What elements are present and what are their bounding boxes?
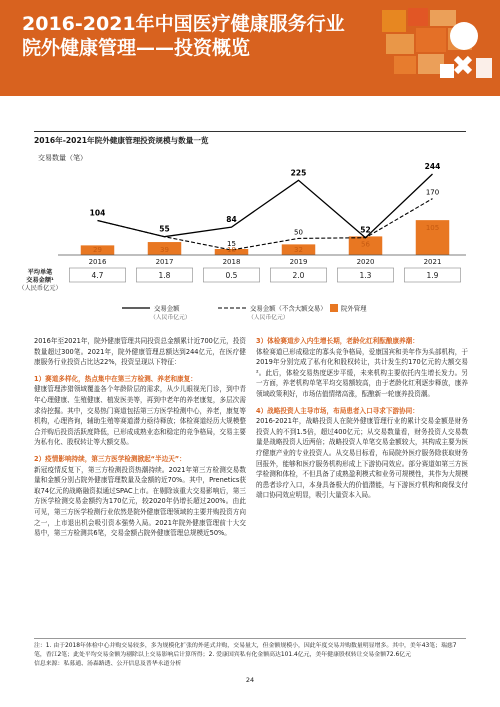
avg-value-2018: 0.5 [225,271,238,280]
x-tick-label-2017: 2017 [155,258,174,266]
x-tick-label-2020: 2020 [356,258,375,266]
left-column [34,336,246,539]
dashed-value-label-2021: 170 [425,188,440,197]
avg-value-2020: 1.3 [359,271,372,280]
line-value-label-2016: 104 [89,208,106,218]
y-axis-label: 交易数量（笔） [38,154,87,162]
footnote-text: 注：1. 由于2018年体检中心并购交易较多，多为规模化扩张的外延式并购，交易量大，但金额规模小，因此年度交易并购数量明显增多。其中，美年43笔；瑞慈7笔，香江2笔；此处平均交易金额为剔除以上交易影响后计算所得；2. 爱康国宾私有化金额高达101.4亿元，美年健康股权转让交易金额72.6亿元 [34,643,457,658]
avg-value-2017: 1.8 [158,271,171,280]
legend-bar-swatch [330,304,338,312]
legend-solid-unit: （人民币亿元） [150,315,191,321]
line-value-label-2019: 225 [290,168,307,178]
dashed-value-label-2018: 15 [227,240,236,249]
page-title-line1: 2016-2021年中国医疗健康服务行业 [22,13,345,35]
footnotes [34,638,466,668]
avg-value-2021: 1.9 [426,271,439,280]
legend-dashed-unit: （人民币亿元） [248,315,289,321]
x-tick-label-2021: 2021 [423,258,442,266]
section-3-heading: 3）体检赛道步入内生增长期，老龄化红利酝酿康养潮： [256,337,419,345]
right-column [256,336,468,501]
bar-value-label-2017: 39 [160,246,169,254]
dashed-value-label-2019: 50 [294,228,303,237]
bar-value-label-2018: 18 [227,246,236,254]
avg-row-label-1: 交易金额¹ [26,277,54,284]
line-value-label-2018: 84 [226,215,237,225]
line-value-label-2021: 244 [424,161,441,171]
intro-paragraph: 2016年至2021年，院外健康管理共同投资总金额累计近700亿元，投资数量超过300笔。2021年，院外健康管理总额达到244亿元，在医疗健康服务行业投资占比达22%，投资呈现以下特征： [34,337,246,367]
bar-value-label-2020: 56 [361,240,370,249]
x-tick-label-2019: 2019 [289,258,308,266]
section-3-body: 体检赛道已形成稳定的寡头竞争格局，爱康国宾和美年作为头部机构，于2019年分别完成了私有化和股权转让，共计发生约170亿元的大额交易²。此后，体检交易热度逐步平缓，未来机构主要依托内生增长发力。另一方面，养老机构单笔平均交易额较高，由于老龄化红利逐步释放，康养领域政策利好，市场估值情绪高涨，酝酿新一轮康养投资潮。 [256,347,468,398]
section-2-heading: 2）疫情影响持续，第三方医学检测掀起“半边天”： [34,454,186,463]
legend-dashed-label: 交易金额（不含大额交易） [250,304,327,313]
page-number: 24 [245,676,255,684]
line-value-label-2017: 55 [159,224,170,234]
chart-title: 2016年-2021年院外健康管理投资规模与数量一览 [34,131,466,146]
line-value-label-2020: 52 [360,225,371,235]
bar-value-label-2016: 29 [93,246,102,254]
avg-row-label-2: （人民币亿元） [18,285,62,292]
source-text: 信息来源：私募通、汤森路透、公开信息及普华永道分析 [34,660,182,667]
avg-value-2019: 2.0 [292,271,305,280]
section-4-body: 2016-2021年，战略投资人在院外健康管理行业的累计交易金额是财务投资人的不到1.5倍，超过400亿元；从交易数量看，财务投资人交易数量是战略投资人近两倍；战略投资人单笔交易金额较大，其构成主要为医疗健康产业的专业投资人。从交易目标看，布局院外医疗服务除获取财务回报外，能够和医疗服务机构形成上下游协同效应。部分赛道如第三方医学检测和体检，不但具备了成熟盈利模式和业务可规模性，其作为大规模的患者诊疗入口，本身具备极大的价值潜能，与下游医疗机构和商保支付端口协同效应明显，吸引大量资本入局。 [256,417,468,500]
section-1-heading: 1）赛道多样化，热点集中在第三方检测、养老和康复： [34,374,197,383]
section-2-body: 新冠疫情反复下，第三方检测投资热潮持续。2021年第三方检测交易数量和金额分别占院外健康管理数量及金额的近70%。其中，Prenetics获取74亿元的战略融资拟通过SPAC上市。在剔除该重大交易影响后，第三方医学检测交易金额约为170亿元，较2020年仍增长超过200%。由此可见，第三方医学检测行业依然是院外健康管理领域的主要并购投资方向之一，上市退出机会吸引资本强势入局。2021年院外健康管理前十大交易中，第三方检测共6笔，交易金额占院外健康管理总规模近50%。 [34,465,246,538]
legend-solid-label: 交易金额 [154,304,180,313]
x-tick-label-2018: 2018 [222,258,241,266]
legend-bar-label: 院外管理 [341,304,367,313]
page-title-line2: 院外健康管理——投资概览 [22,37,251,59]
x-tick-label-2016: 2016 [88,258,107,266]
bar-value-label-2019: 32 [294,246,303,254]
section-4-heading: 4）战略投资人主导市场，布局患者入口寻求下游协同： [256,406,419,415]
avg-value-2016: 4.7 [91,271,104,280]
bar-value-label-2021: 105 [425,224,440,233]
section-1-body: 健康管理涉猎领域覆盖各个年龄阶层的需求，从少儿眼视光门诊，到中青年心理健康、生殖健康、植发医美等，再到中老年的养老康复，多层次需求待挖掘。其中，交易热门赛道包括第三方医学检测中心，养老，康复等机构，心理咨询，辅助生殖等赛道潜力亟待释放；体检赛道经历大规模整合并购后投资活跃度降低，已形成成熟业态和稳定的竞争格局，交易主要为私有化、股权转让等大额交易。 [34,385,246,447]
avg-row-label-0: 平均单笔 [27,269,53,276]
